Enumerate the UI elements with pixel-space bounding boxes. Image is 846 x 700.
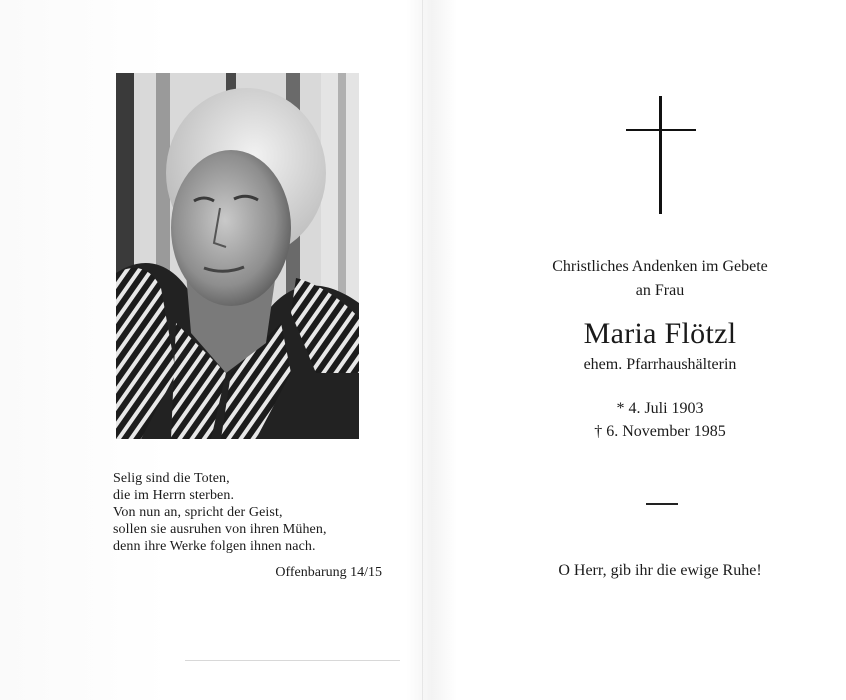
intro-line-2: an Frau: [635, 282, 685, 299]
intro-text: [500, 255, 820, 303]
deceased-role: ehem. Pfarrhaushälterin: [583, 356, 737, 373]
verse-line: die im Herrn sterben.: [113, 488, 235, 503]
intro-line-1: Christliches Andenken im Gebete: [552, 258, 768, 275]
verse-line: denn ihre Werke folgen ihnen nach.: [113, 539, 316, 554]
card-fold: [422, 0, 423, 700]
bible-verse: [113, 470, 383, 555]
cross-icon: [626, 96, 696, 214]
death-date: † 6. November 1985: [594, 423, 726, 440]
divider-line: [185, 660, 400, 661]
verse-reference: Offenbarung 14/15: [275, 565, 382, 580]
verse-line: sollen sie ausruhen von ihren Mühen,: [113, 522, 327, 537]
birth-date: * 4. Juli 1903: [616, 400, 704, 417]
closing-prayer: O Herr, gib ihr die ewige Ruhe!: [558, 562, 762, 579]
deceased-name: Maria Flötzl: [583, 317, 737, 350]
verse-line: Von nun an, spricht der Geist,: [113, 505, 283, 520]
life-dates: [500, 397, 820, 443]
divider-dash: [646, 503, 678, 505]
portrait-photo: [116, 73, 359, 439]
verse-line: Selig sind die Toten,: [113, 471, 230, 486]
